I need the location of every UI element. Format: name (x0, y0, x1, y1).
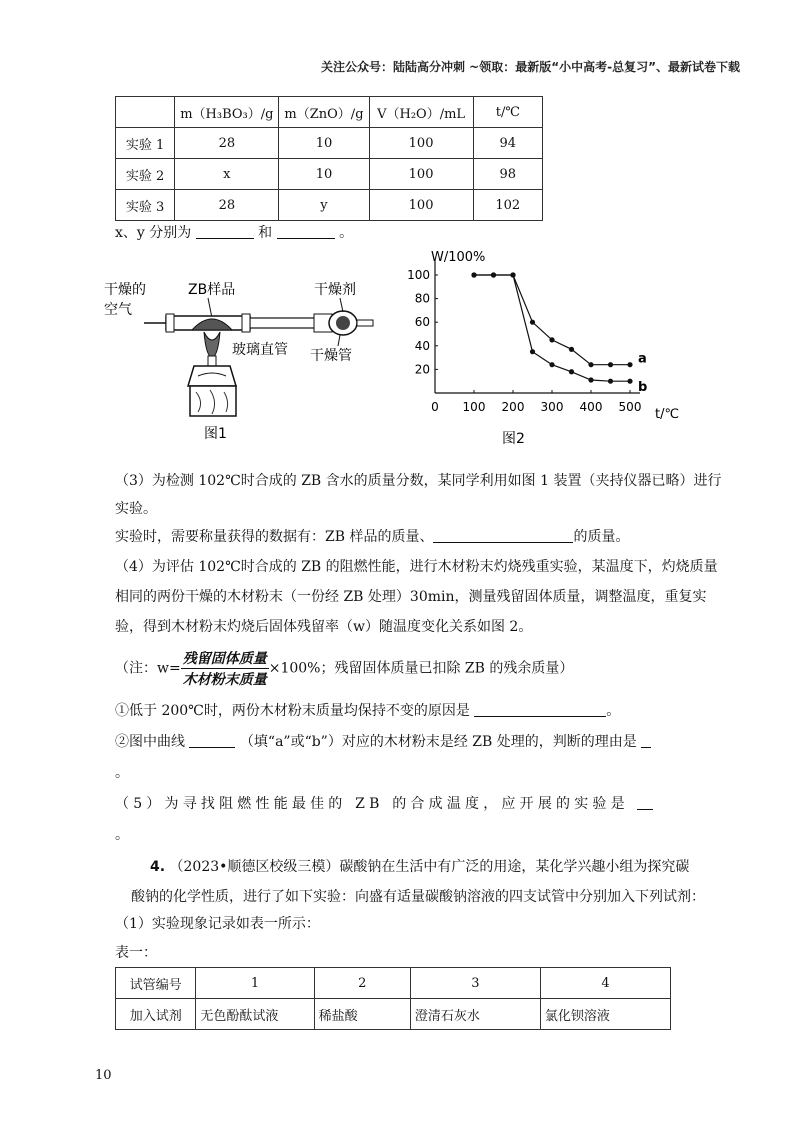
table-cell: 实验 1 (116, 128, 175, 159)
chart-x-tick-label: 0 (431, 400, 439, 414)
chart-series-label-a: a (638, 351, 647, 367)
chart-point (549, 362, 554, 367)
table-cell: 10 (279, 128, 369, 159)
residue-rate-chart (405, 245, 695, 450)
chart-point (608, 379, 613, 384)
question-xy (115, 222, 353, 242)
table-cell: 实验 3 (116, 190, 175, 221)
chart-point (588, 377, 593, 382)
chart-point (510, 272, 515, 277)
q4-sub1 (115, 700, 620, 720)
answer-blank-y[interactable] (277, 238, 335, 239)
q5-line1 (115, 793, 653, 813)
answer-blank-q4-1[interactable] (474, 716, 606, 717)
chart-series-label-b: b (638, 380, 648, 396)
question-text: 的质量。 (573, 529, 630, 545)
page-number: 10 (95, 1068, 112, 1083)
label-air: 空气 (104, 302, 132, 318)
formula-numerator: 残留固体质量 (181, 648, 269, 669)
table-header-cell: V（H₂O）/mL (369, 97, 473, 128)
chart-point (530, 349, 535, 354)
q4-line2: 相同的两份干燥的木材粉末（一份经 ZB 处理）30min，测量残留固体质量，调整温度，重复实 (115, 589, 707, 605)
table-cell: 氯化钡溶液 (540, 999, 670, 1030)
label-zb-sample: ZB样品 (188, 282, 236, 298)
answer-blank-q5[interactable] (637, 809, 653, 810)
chart-x-tick-label: 100 (462, 400, 486, 414)
q4-line1: （4）为评估 102℃时合成的 ZB 的阻燃性能，进行木材粉末灼烧残重实验，某温度下，灼烧质量 (115, 559, 718, 575)
question-text: 。 (339, 225, 354, 241)
table-cell: 100 (369, 190, 473, 221)
table-cell: 100 (369, 128, 473, 159)
question-text: （5）为寻找阻燃性能最佳的 ZB 的合成温度，应开展的实验是 (115, 796, 629, 812)
table-header-cell (116, 97, 175, 128)
chart-point (569, 369, 574, 374)
table-cell: 加入试剂 (116, 999, 196, 1030)
chart-x-tick-label: 400 (579, 400, 603, 414)
question-text: 。 (606, 703, 621, 719)
problem4-line3: （1）实验现象记录如表一所示： (115, 916, 320, 932)
table-cell: 稀盐酸 (314, 999, 410, 1030)
question-text: 和 (258, 225, 273, 241)
table-cell: 1 (196, 968, 314, 999)
q5-end: 。 (115, 827, 129, 843)
chart-x-tick-label: 200 (501, 400, 525, 414)
q3-line2: 实验。 (115, 501, 157, 517)
table-cell: x (175, 159, 279, 190)
table-row (116, 999, 671, 1030)
chart-x-tick-label: 300 (540, 400, 564, 414)
chart-xlabel: t/℃ (655, 407, 680, 422)
chart-point (627, 379, 632, 384)
table-cell: 102 (473, 190, 542, 221)
table-cell: 100 (369, 159, 473, 190)
chart-point (627, 362, 632, 367)
table-cell: 澄清石灰水 (410, 999, 540, 1030)
chart-x-tick-label: 500 (618, 400, 642, 414)
answer-blank-q3[interactable] (433, 542, 573, 543)
chart-point (569, 347, 574, 352)
question-text: ×100%；残留固体质量已扣除 ZB 的残余质量） (268, 660, 574, 677)
chart-point (608, 362, 613, 367)
label-drying-tube: 干燥管 (310, 348, 352, 364)
question-text: ①低于 200℃时，两份木材粉末质量均保持不变的原因是 (115, 703, 470, 719)
table-cell: 94 (473, 128, 542, 159)
table-header-row (116, 97, 543, 128)
table-header-cell: m（ZnO）/g (279, 97, 369, 128)
question-text: （2023•顺德区校级三模）碳酸钠在生活中有广泛的用途，某化学兴趣小组为探究碳 (169, 859, 690, 875)
q3-line1: （3）为检测 102℃时合成的 ZB 含水的质量分数，某同学利用如图 1 装置（夹持仪器已略）进行 (115, 473, 722, 489)
table-row (116, 128, 543, 159)
chart-point (588, 362, 593, 367)
question-text: （填“a”或“b”）对应的木材粉末是经 ZB 处理的，判断的理由是 (239, 734, 637, 750)
chart-point (530, 320, 535, 325)
figure2-caption: 图2 (502, 431, 525, 447)
table-cell: 试管编号 (116, 968, 196, 999)
chart-ylabel: W/100% (431, 250, 486, 265)
chart-point (491, 272, 496, 277)
chart-y-tick-label: 80 (414, 291, 430, 306)
label-dry-air: 干燥的 (104, 282, 146, 298)
formula-denominator: 木材粉末质量 (182, 672, 267, 688)
problem4-line2: 酸钠的化学性质，进行了如下实验：向盛有适量碳酸钠溶液的四支试管中分别加入下列试剂： (131, 889, 705, 905)
table-cell: 10 (279, 159, 369, 190)
problem4-line4: 表一： (115, 945, 157, 961)
table-header-cell: m（H₃BO₃）/g (175, 97, 279, 128)
q4-sub2 (115, 731, 651, 751)
table-cell: 实验 2 (116, 159, 175, 190)
question-text: ②图中曲线 (115, 734, 185, 750)
q4-note (115, 648, 573, 689)
chart-point (549, 337, 554, 342)
q4-line3: 验，得到木材粉末灼烧后固体残留率（w）随温度变化关系如图 2。 (115, 619, 533, 635)
table-header-cell: t/℃ (473, 97, 542, 128)
table-cell: 4 (540, 968, 670, 999)
table-cell: 3 (410, 968, 540, 999)
table-cell: 98 (473, 159, 542, 190)
figure1-caption: 图1 (204, 426, 227, 442)
residue-formula (181, 648, 269, 689)
problem-number: 4. (150, 859, 166, 875)
chart-y-tick-label: 20 (414, 362, 430, 377)
page-header: 关注公众号：陆陆高分冲刺 ~领取：最新版“小中高考-总复习”、最新试卷下载 (321, 60, 740, 74)
chart-y-tick-label: 100 (407, 268, 430, 282)
table-cell: 2 (314, 968, 410, 999)
apparatus-figure (100, 268, 390, 448)
chart-y-tick-label: 60 (414, 315, 430, 330)
label-glass-tube: 玻璃直管 (232, 342, 288, 358)
question-text: 实验时，需要称量获得的数据有：ZB 样品的质量、 (115, 529, 434, 545)
q3-line3 (115, 526, 629, 546)
question-text: （注：w= (115, 660, 181, 677)
question-text: x、y 分别为 (115, 225, 192, 241)
experiment-table (115, 96, 543, 221)
q4-sub2-end: 。 (115, 765, 129, 781)
table-row (116, 159, 543, 190)
reagent-table (115, 967, 671, 1030)
chart-series-line-a (474, 275, 630, 365)
table-cell: 无色酚酞试液 (196, 999, 314, 1030)
answer-blank-q4-2-reason[interactable] (641, 747, 651, 748)
answer-blank-x[interactable] (196, 238, 254, 239)
answer-blank-q4-2-curve[interactable] (189, 747, 235, 748)
table-cell: 28 (175, 190, 279, 221)
table-row (116, 190, 543, 221)
table-cell: y (279, 190, 369, 221)
chart-point (471, 272, 476, 277)
label-desiccant: 干燥剂 (314, 282, 356, 298)
problem4-line1 (150, 856, 689, 876)
table-row (116, 968, 671, 999)
table-cell: 28 (175, 128, 279, 159)
chart-y-tick-label: 40 (414, 338, 430, 353)
